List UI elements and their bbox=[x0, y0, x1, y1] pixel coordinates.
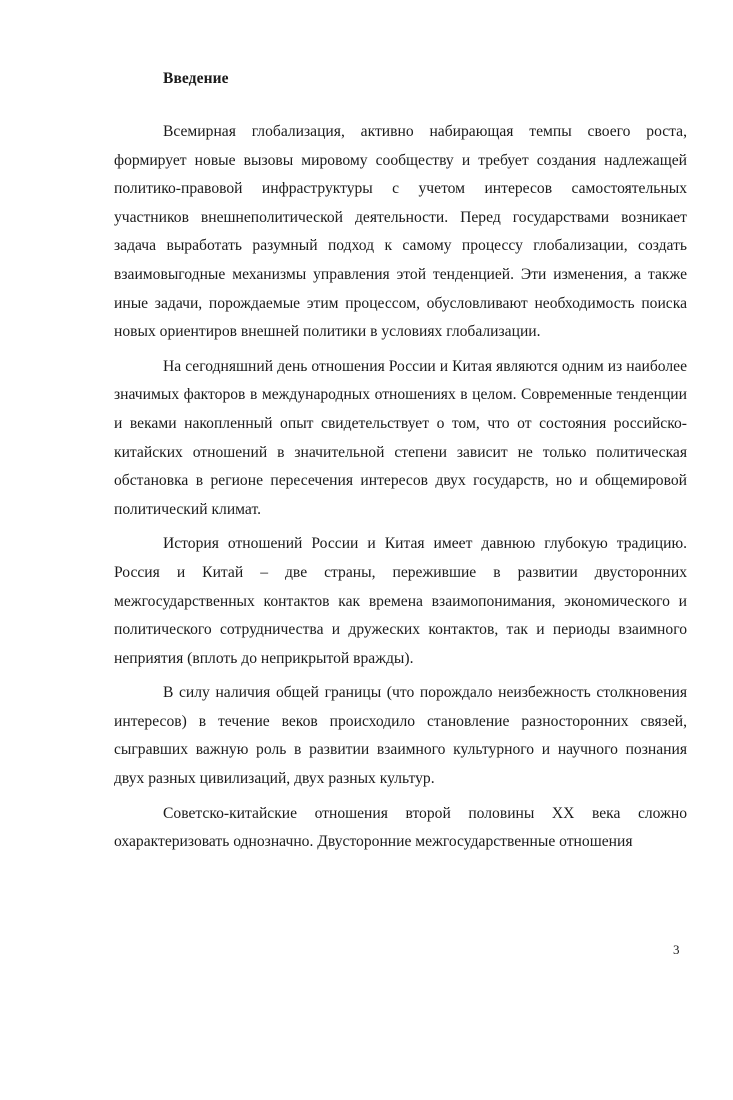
paragraph: На сегодняшний день отношения России и Китая являются одним из наиболее значимых факторов в международных отношениях в целом. Современные тенденции и веками накопленный опыт свидетельствует о том, что от состояния российско-китайских отношений в значительной степени зависит не только политическая обстановка в регионе пересечения интересов двух государств, но и общемировой политический климат. bbox=[114, 357, 687, 518]
body-text bbox=[114, 118, 687, 857]
page-number: 3 bbox=[673, 942, 680, 957]
paragraph: В силу наличия общей границы (что порождало неизбежность столкновения интересов) в течение веков происходило становление разносторонних связей, сыгравших важную роль в развитии взаимного культурного и научного познания двух разных цивилизаций, двух разных культур. bbox=[114, 684, 687, 788]
paragraph: Советско-китайские отношения второй половины XX века сложно охарактеризовать однозначно. Двусторонние межгосударственные отношения bbox=[114, 804, 687, 851]
paragraph: Всемирная глобализация, активно набирающая темпы своего роста, формирует новые вызовы мировому сообществу и требует создания надлежащей политико-правовой инфраструктуры с учетом интересов самостоятельных участников внешнеполитической деятельности. Перед государствами возникает задача выработать разумный подход к самому процессу глобализации, создать взаимовыгодные механизмы управления этой тенденцией. Эти изменения, а также иные задачи, порождаемые этим процессом, обусловливают необходимость поиска новых ориентиров внешней политики в условиях глобализации. bbox=[114, 123, 687, 341]
section-heading: Введение bbox=[163, 70, 229, 87]
paragraph: История отношений России и Китая имеет давнюю глубокую традицию. Россия и Китай – две страны, пережившие в развитии двусторонних межгосударственных контактов как времена взаимопонимания, экономического и политического сотрудничества и дружеских контактов, так и периоды взаимного неприятия (вплоть до неприкрытой вражды). bbox=[114, 535, 687, 667]
